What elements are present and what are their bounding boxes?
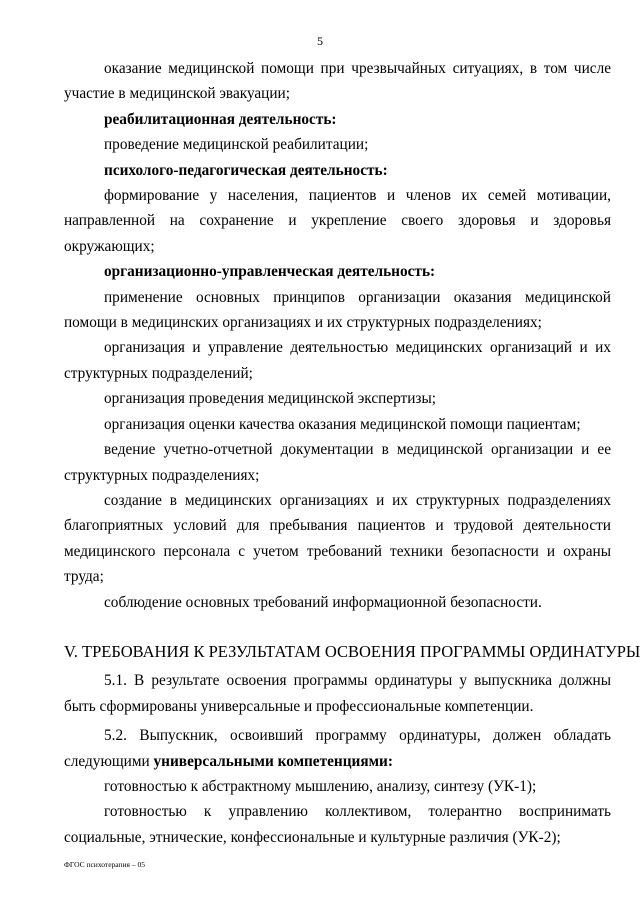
paragraph-uk-1: готовностью к абстрактному мышлению, анализу, синтезу (УК-1);	[104, 777, 537, 795]
paragraph-5-2-bold: универсальными компетенциями:	[153, 752, 393, 770]
page-number: 5	[317, 34, 323, 48]
paragraph-medical-expertise: организация проведения медицинской экспертизы;	[104, 390, 436, 408]
paragraph-information-security: соблюдение основных требований информационной безопасности.	[104, 593, 542, 611]
paragraph-motivation-forming: формирование у населения, пациентов и членов их семей мотивации, направленной на сохранение и укрепление своего здоровья и здоровья окружающих;	[64, 187, 611, 255]
paragraph-organization-management: организация и управление деятельностью медицинских организаций и их структурных подразделений;	[64, 339, 611, 382]
heading-organizational-managerial-activity: организационно-управленческая деятельность:	[104, 263, 436, 281]
paragraph-emergency-care: оказание медицинской помощи при чрезвычайных ситуациях, в том числе участие в медицинской эвакуации;	[64, 60, 611, 103]
heading-psycho-pedagogical-activity: психолого-педагогическая деятельность:	[104, 161, 388, 179]
document-body	[64, 56, 640, 850]
paragraph-uk-2: готовностью к управлению коллективом, толерантно воспринимать социальные, этнические, конфессиональные и культурные различия (УК-2);	[64, 803, 611, 846]
paragraph-quality-assessment: организация оценки качества оказания медицинской помощи пациентам;	[104, 415, 581, 433]
footer-label: ФГОС психотерапия – 05	[64, 860, 145, 869]
paragraph-5-2	[64, 723, 611, 774]
paragraph-5-2-lead: 5.2. Выпускник, освоивший программу ординатуры, должен обладать следующими	[64, 727, 611, 770]
paragraph-principles-of-organization: применение основных принципов организации оказания медицинской помощи в медицинских организациях и их структурных подразделениях;	[64, 288, 611, 332]
paragraph-5-1: 5.1. В результате освоения программы ординатуры у выпускника должны быть сформированы универсальные и профессиональные компетенции.	[64, 672, 611, 715]
section-heading: V. ТРЕБОВАНИЯ К РЕЗУЛЬТАТАМ ОСВОЕНИЯ ПРОГРАММЫ ОРДИНАТУРЫ	[64, 641, 640, 661]
paragraph-favorable-conditions: создание в медицинских организациях и их структурных подразделениях благоприятных условий для пребывания пациентов и трудовой деятельности медицинского персонала с учетом требований техники безопасности и охраны труда;	[64, 491, 611, 586]
paragraph-documentation: ведение учетно-отчетной документации в медицинской организации и ее структурных подразделениях;	[64, 441, 611, 484]
heading-rehabilitation-activity: реабилитационная деятельность:	[104, 110, 337, 128]
paragraph-medical-rehabilitation: проведение медицинской реабилитации;	[104, 136, 369, 154]
